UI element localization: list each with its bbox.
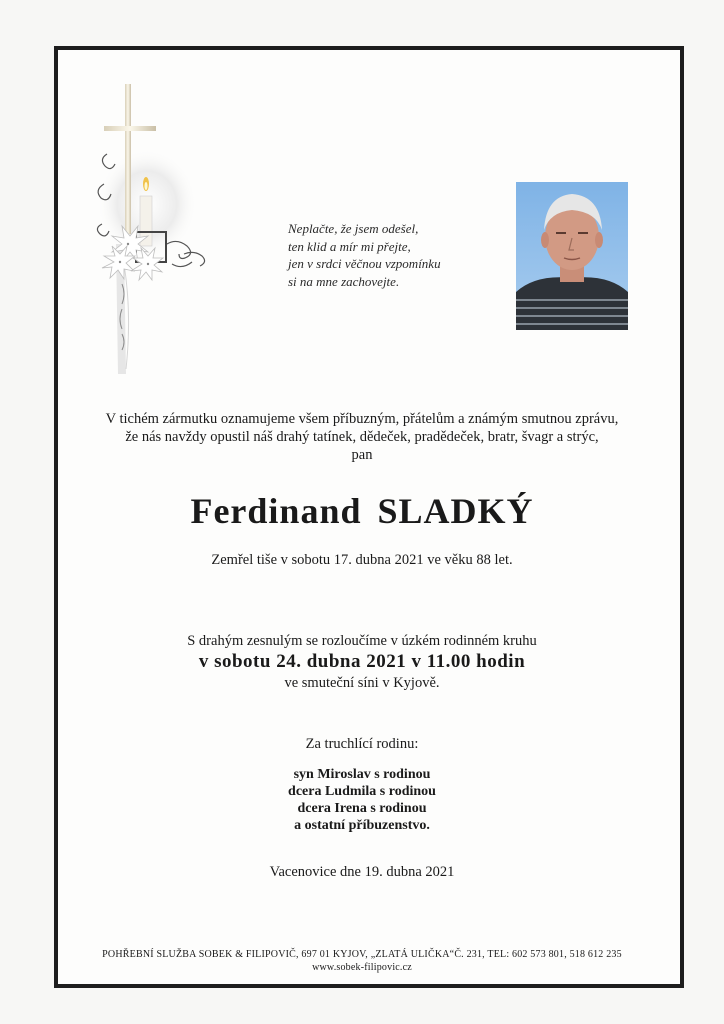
announcement-line: pan	[351, 447, 373, 463]
farewell-location: ve smuteční síni v Kyjově.	[284, 675, 440, 691]
cross-candle-lily-image	[92, 84, 232, 384]
mourners-title: Za truchlící rodinu:	[305, 736, 419, 752]
verse-line: si na mne zachovejte.	[288, 273, 400, 289]
death-notice: Zemřel tiše v sobotu 17. dubna 2021 ve věku 88 let.	[211, 552, 513, 568]
mourner-item: syn Miroslav s rodinou	[293, 767, 431, 782]
footer-address: POHŘEBNÍ SLUŽBA SOBEK & FILIPOVIČ, 697 01 KYJOV, „ZLATÁ ULIČKA“Č. 231, TEL: 602 573 801, 518 612 235	[102, 949, 622, 960]
mourner-item: dcera Irena s rodinou	[297, 801, 427, 816]
memorial-verse	[288, 220, 508, 290]
verse-line: ten klid a mír mi přejte,	[288, 238, 411, 254]
footer-website: www.sobek-filipovic.cz	[312, 962, 412, 973]
verse-line: jen v srdci věčnou vzpomínku	[288, 256, 441, 271]
last-name: SLADKÝ	[377, 491, 534, 531]
portrait-photo	[516, 182, 628, 330]
verse-line: Neplačte, že jsem odešel,	[288, 221, 419, 236]
mourner-item: dcera Ludmila s rodinou	[288, 784, 436, 799]
funeral-service-footer	[60, 948, 664, 974]
announcement-line: V tichém zármutku oznamujeme všem příbuzným, přátelům a známým smutnou zprávu,	[105, 411, 619, 427]
farewell-info	[60, 632, 664, 692]
deceased-name	[60, 490, 664, 532]
announcement-line: že nás navždy opustil náš drahý tatínek, dědeček, pradědeček, bratr, švagr a strýc,	[125, 429, 599, 445]
first-name: Ferdinand	[190, 491, 362, 531]
mourners-list	[60, 766, 664, 834]
farewell-date-time: v sobotu 24. dubna 2021 v 11.00 hodin	[198, 651, 526, 672]
place-and-date: Vacenovice dne 19. dubna 2021	[269, 864, 455, 880]
mourner-item: a ostatní příbuzenstvo.	[294, 818, 430, 833]
announcement-text	[60, 410, 664, 464]
farewell-line: S drahým zesnulým se rozloučíme v úzkém rodinném kruhu	[187, 633, 537, 649]
